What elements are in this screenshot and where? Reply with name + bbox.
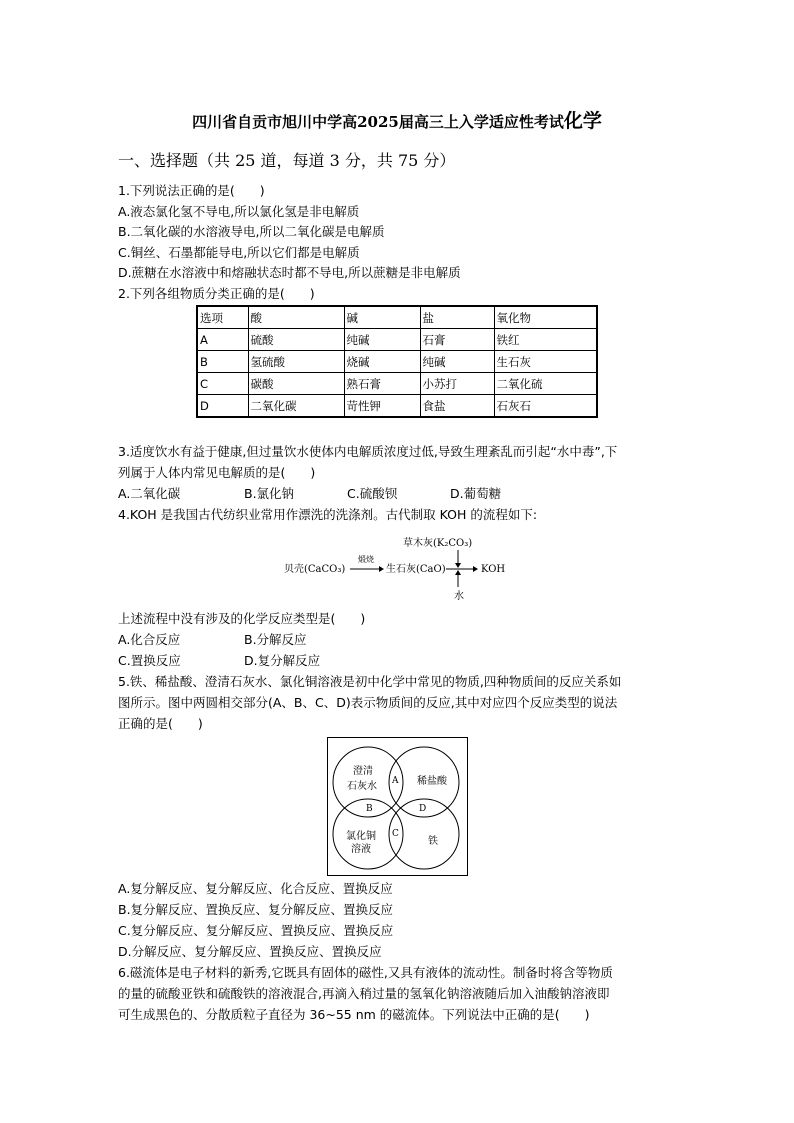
table-row <box>197 351 597 373</box>
q5-option-b: B.复分解反应、置换反应、复分解反应、置换反应 <box>118 902 394 917</box>
intersection-b: B <box>366 804 373 814</box>
table-cell: C <box>197 373 248 395</box>
title-subject: 化学 <box>563 110 602 132</box>
page-title <box>0 106 794 133</box>
title-main: 四川省自贡市旭川中学高2025届高三上入学适应性考试 <box>192 113 564 131</box>
table-cell: 碳酸 <box>248 373 344 395</box>
table-cell: 苛性钾 <box>344 395 420 418</box>
table-cell: A <box>197 329 248 351</box>
arrow-right-head-2 <box>473 566 478 572</box>
table-header-cell: 选项 <box>197 306 248 329</box>
table-header-row <box>197 306 597 329</box>
q5-stem-line3: 正确的是( ) <box>118 716 203 731</box>
q5-venn-diagram <box>327 737 468 876</box>
flow-product: KOH <box>481 564 506 575</box>
q3-option-a: A.二氧化碳 <box>118 486 181 501</box>
q4-option-a: A.化合反应 <box>118 632 181 647</box>
q4-option-d: D.复分解反应 <box>244 653 321 668</box>
table-cell: 石膏 <box>420 329 494 351</box>
table-cell: D <box>197 395 248 418</box>
q4-question: 上述流程中没有涉及的化学反应类型是( ) <box>118 611 366 626</box>
label-hydrochloric-acid: 稀盐酸 <box>417 776 447 787</box>
q5-option-a: A.复分解反应、复分解反应、化合反应、置换反应 <box>118 881 393 896</box>
section-heading: 一、选择题（共 25 道，每道 3 分，共 75 分） <box>118 151 456 170</box>
intersection-c: C <box>392 829 399 839</box>
q5-option-d: D.分解反应、复分解反应、置换反应、置换反应 <box>118 944 382 959</box>
label-iron: 铁 <box>428 836 438 847</box>
label-limewater-2: 石灰水 <box>347 781 377 792</box>
flow-start: 贝壳(CaCO₃) <box>284 564 346 575</box>
arrow-up-head <box>455 570 461 575</box>
intersection-a: A <box>392 776 399 786</box>
q1-stem: 1.下列说法正确的是( ) <box>118 183 265 198</box>
table-header-cell: 氧化物 <box>494 306 597 329</box>
q5-stem-line1: 5.铁、稀盐酸、澄清石灰水、氯化铜溶液是初中化学中常见的物质,四种物质间的反应关系如 <box>118 674 622 689</box>
q4-stem: 4.KOH 是我国古代纺织业常用作漂洗的洗涤剂。古代制取 KOH 的流程如下: <box>118 507 538 522</box>
q1-option-a: A.液态氯化氢不导电,所以氯化氢是非电解质 <box>118 204 360 219</box>
table-row <box>197 329 597 351</box>
q1-option-c: C.铜丝、石墨都能导电,所以它们都是电解质 <box>118 245 360 260</box>
q6-stem-line3: 可生成黑色的、分散质粒子直径为 36~55 nm 的磁流体。下列说法中正确的是( ) <box>118 1007 590 1022</box>
label-limewater-1: 澄清 <box>353 766 373 777</box>
table-row <box>197 395 597 418</box>
flow-middle: 生石灰(CaO) <box>386 564 446 575</box>
table-cell: 熟石膏 <box>344 373 420 395</box>
table-cell: B <box>197 351 248 373</box>
table-header-cell: 盐 <box>420 306 494 329</box>
table-cell: 氢硫酸 <box>248 351 344 373</box>
label-copper-chloride-1: 氯化铜 <box>346 831 376 842</box>
q3-stem-line2: 列属于人体内常见电解质的是( ) <box>118 465 316 480</box>
flow-bottom-input: 水 <box>454 591 464 602</box>
table-cell: 纯碱 <box>344 329 420 351</box>
table-cell: 石灰石 <box>494 395 597 418</box>
q3-option-c: C.硫酸钡 <box>347 486 398 501</box>
table-header-cell: 酸 <box>248 306 344 329</box>
flow-arrow-label: 煅烧 <box>358 555 374 564</box>
table-cell: 铁红 <box>494 329 597 351</box>
table-header-cell: 碱 <box>344 306 420 329</box>
q5-stem-line2: 图所示。图中两圆相交部分(A、B、C、D)表示物质间的反应,其中对应四个反应类型的说法 <box>118 695 618 710</box>
arrow-down-head <box>455 563 461 568</box>
q5-option-c: C.复分解反应、复分解反应、置换反应、置换反应 <box>118 923 394 938</box>
table-cell: 食盐 <box>420 395 494 418</box>
label-copper-chloride-2: 溶液 <box>351 844 371 855</box>
table-cell: 生石灰 <box>494 351 597 373</box>
table-cell: 烧碱 <box>344 351 420 373</box>
q4-option-c: C.置换反应 <box>118 653 181 668</box>
q2-classification-table <box>196 305 598 418</box>
table-cell: 纯碱 <box>420 351 494 373</box>
diagram-frame <box>328 738 468 876</box>
q4-flow-diagram <box>280 528 540 608</box>
table-cell: 小苏打 <box>420 373 494 395</box>
q2-stem: 2.下列各组物质分类正确的是( ) <box>118 286 315 301</box>
q3-option-d: D.葡萄糖 <box>450 486 502 501</box>
q1-option-b: B.二氧化碳的水溶液导电,所以二氧化碳是电解质 <box>118 224 385 239</box>
q6-stem-line1: 6.磁流体是电子材料的新秀,它既具有固体的磁性,又具有液体的流动性。制备时将含等物质 <box>118 965 613 980</box>
table-row <box>197 373 597 395</box>
q1-option-d: D.蔗糖在水溶液中和熔融状态时都不导电,所以蔗糖是非电解质 <box>118 265 461 280</box>
table-cell: 二氧化碳 <box>248 395 344 418</box>
q4-option-b: B.分解反应 <box>244 632 307 647</box>
q3-stem-line1: 3.适度饮水有益于健康,但过量饮水使体内电解质浓度过低,导致生理紊乱而引起“水中毒”,下 <box>118 444 618 459</box>
arrow-right-head <box>379 566 384 572</box>
flow-top-input: 草木灰(K₂CO₃) <box>403 538 473 549</box>
q3-option-b: B.氯化钠 <box>244 486 295 501</box>
table-cell: 硫酸 <box>248 329 344 351</box>
intersection-d: D <box>419 804 427 814</box>
q6-stem-line2: 的量的硫酸亚铁和硫酸铁的溶液混合,再滴入稍过量的氢氧化钠溶液随后加入油酸钠溶液即 <box>118 986 610 1001</box>
table-cell: 二氧化硫 <box>494 373 597 395</box>
